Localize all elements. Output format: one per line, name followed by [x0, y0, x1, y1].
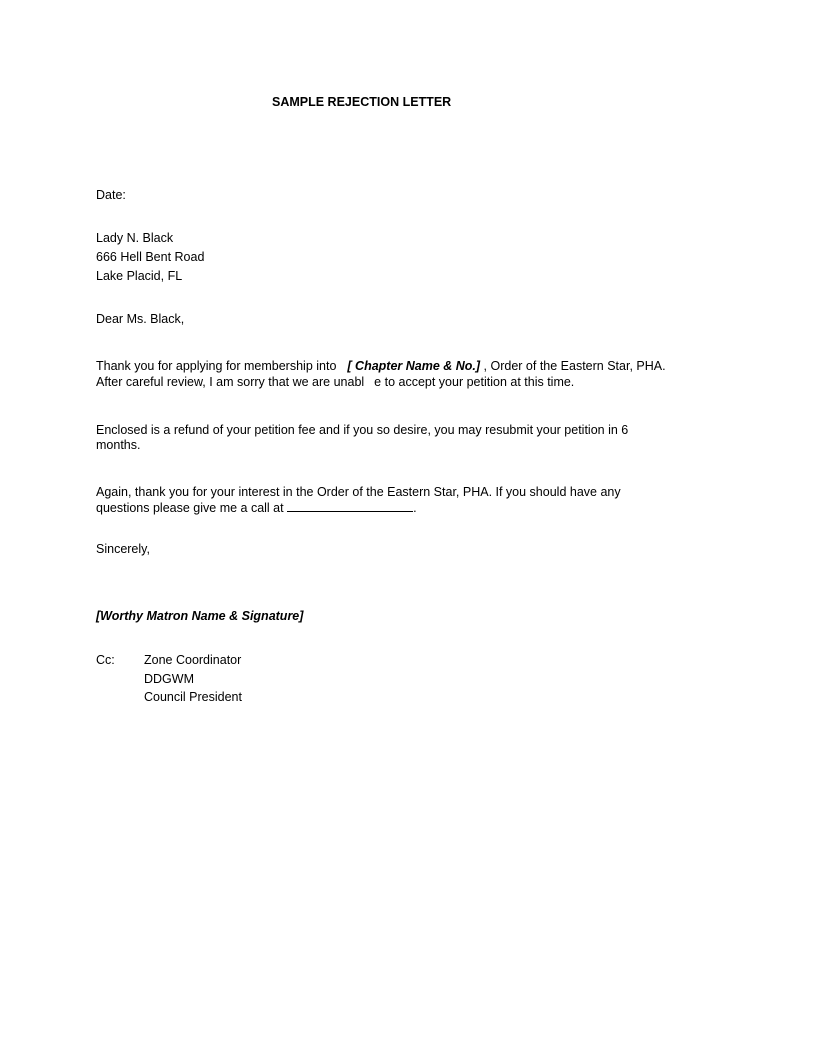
paragraph1-line1	[96, 359, 666, 374]
letter-title: SAMPLE REJECTION LETTER	[272, 95, 452, 109]
paragraph1-line2-part2: e to accept your petition at this time.	[374, 375, 575, 389]
paragraph3-text-after: .	[413, 501, 417, 515]
closing: Sincerely,	[96, 542, 150, 556]
paragraph3-line1: Again, thank you for your interest in the Order of the Eastern Star, PHA. If you should have any	[96, 485, 621, 499]
cc-recipient: Council President	[144, 690, 242, 704]
paragraph1-line2-part1: After careful review, I am sorry that we are unabl	[96, 375, 365, 389]
signature-placeholder: [Worthy Matron Name & Signature]	[96, 609, 304, 623]
cc-recipient: Zone Coordinator	[144, 653, 242, 667]
chapter-placeholder: [ Chapter Name & No.]	[347, 359, 481, 373]
paragraph2-line2: months.	[96, 438, 141, 452]
date-label: Date:	[96, 188, 126, 202]
paragraph1-text-before: Thank you for applying for membership into	[96, 359, 337, 373]
paragraph3-text-before: questions please give me a call at	[96, 501, 284, 515]
recipient-city: Lake Placid, FL	[96, 269, 183, 283]
cc-recipient: DDGWM	[144, 672, 194, 686]
paragraph2-line1: Enclosed is a refund of your petition fee and if you so desire, you may resubmit your petition in 6	[96, 423, 629, 437]
recipient-street: 666 Hell Bent Road	[96, 250, 205, 264]
salutation: Dear Ms. Black,	[96, 312, 185, 326]
paragraph1-line2	[96, 375, 574, 390]
paragraph1-text-after: , Order of the Eastern Star, PHA.	[483, 359, 666, 373]
recipient-name: Lady N. Black	[96, 231, 174, 245]
paragraph3-line2	[96, 500, 417, 516]
cc-label: Cc:	[96, 653, 115, 667]
phone-blank-line	[287, 500, 413, 512]
